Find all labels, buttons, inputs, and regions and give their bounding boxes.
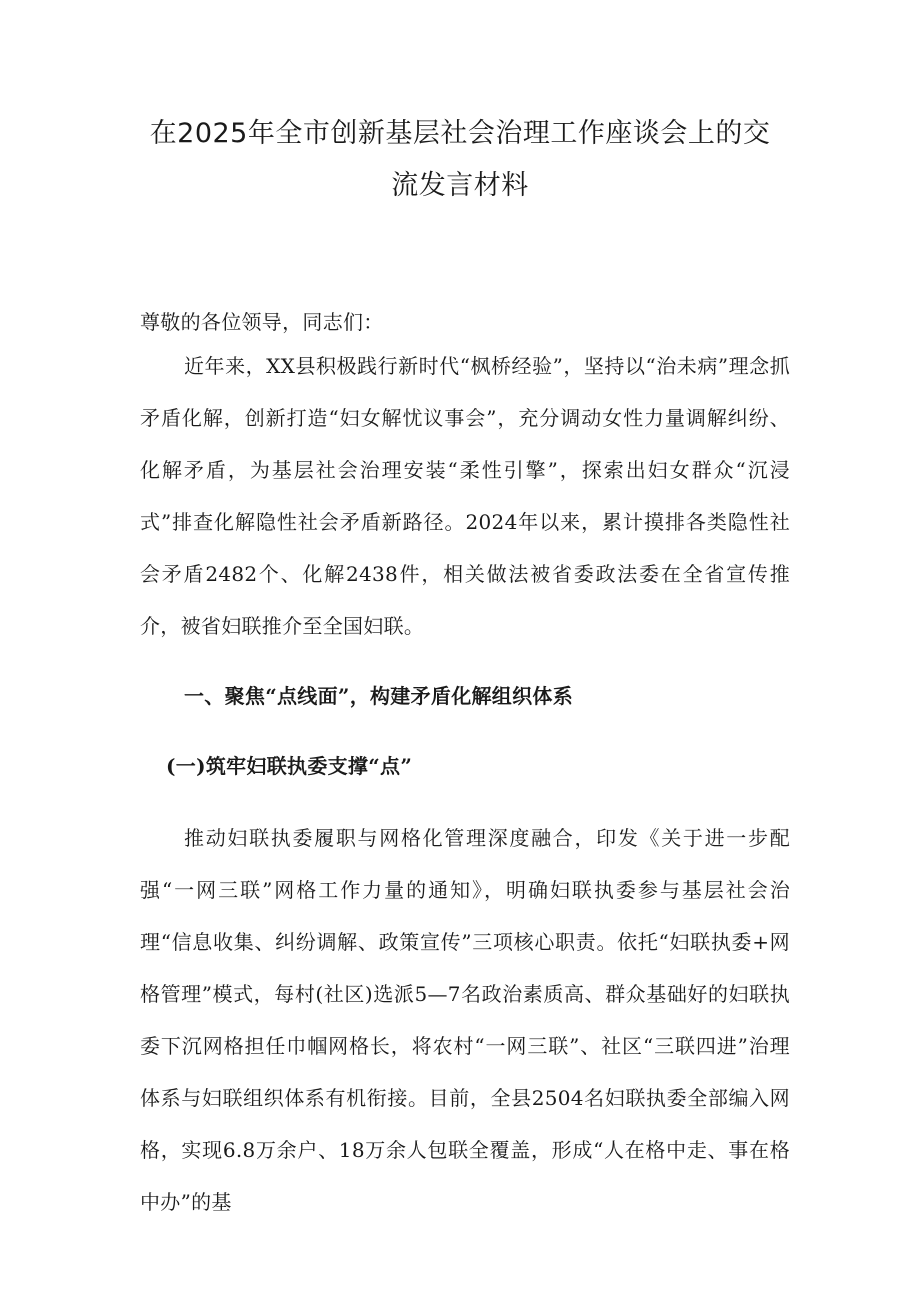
title-line-2: 流发言材料 (391, 170, 529, 201)
paragraph-section-1: 推动妇联执委履职与网格化管理深度融合，印发《关于进一步配强“一网三联”网格工作力量的通知》，明确妇联执委参与基层社会治理“信息收集、纠纷调解、政策宣传”三项核心职责。依托“妇联执委+网格管理”模式，每村(社区)选派5—7名政治素质高、群众基础好的妇联执委下沉网格担任巾帼网格长，将农村“一网三联”、社区“三联四进”治理体系与妇联组织体系有机衔接。目前，全县2504名妇联执委全部编入网格，实现6.8万余户、18万余人包联全覆盖，形成“人在格中走、事在格中办”的基 (140, 826, 790, 1214)
section-heading-1: 一、聚焦“点线面”，构建矛盾化解组织体系 (184, 684, 574, 708)
title-line-1: 在2025年全市创新基层社会治理工作座谈会上的交 (149, 118, 771, 149)
document-title (120, 108, 800, 212)
salutation: 尊敬的各位领导，同志们： (140, 310, 384, 334)
paragraph-intro: 近年来，XX县积极践行新时代“枫桥经验”，坚持以“治未病”理念抓矛盾化解，创新打造“妇女解忧议事会”，充分调动女性力量调解纠纷、化解矛盾，为基层社会治理安装“柔性引擎”，探索出妇女群众“沉浸式”排查化解隐性社会矛盾新路径。2024年以来，累计摸排各类隐性社会矛盾2482个、化解2438件，相关做法被省委政法委在全省宣传推介，被省妇联推介至全国妇联。 (140, 354, 790, 638)
subsection-heading-1: (一)筑牢妇联执委支撑“点” (166, 754, 413, 778)
